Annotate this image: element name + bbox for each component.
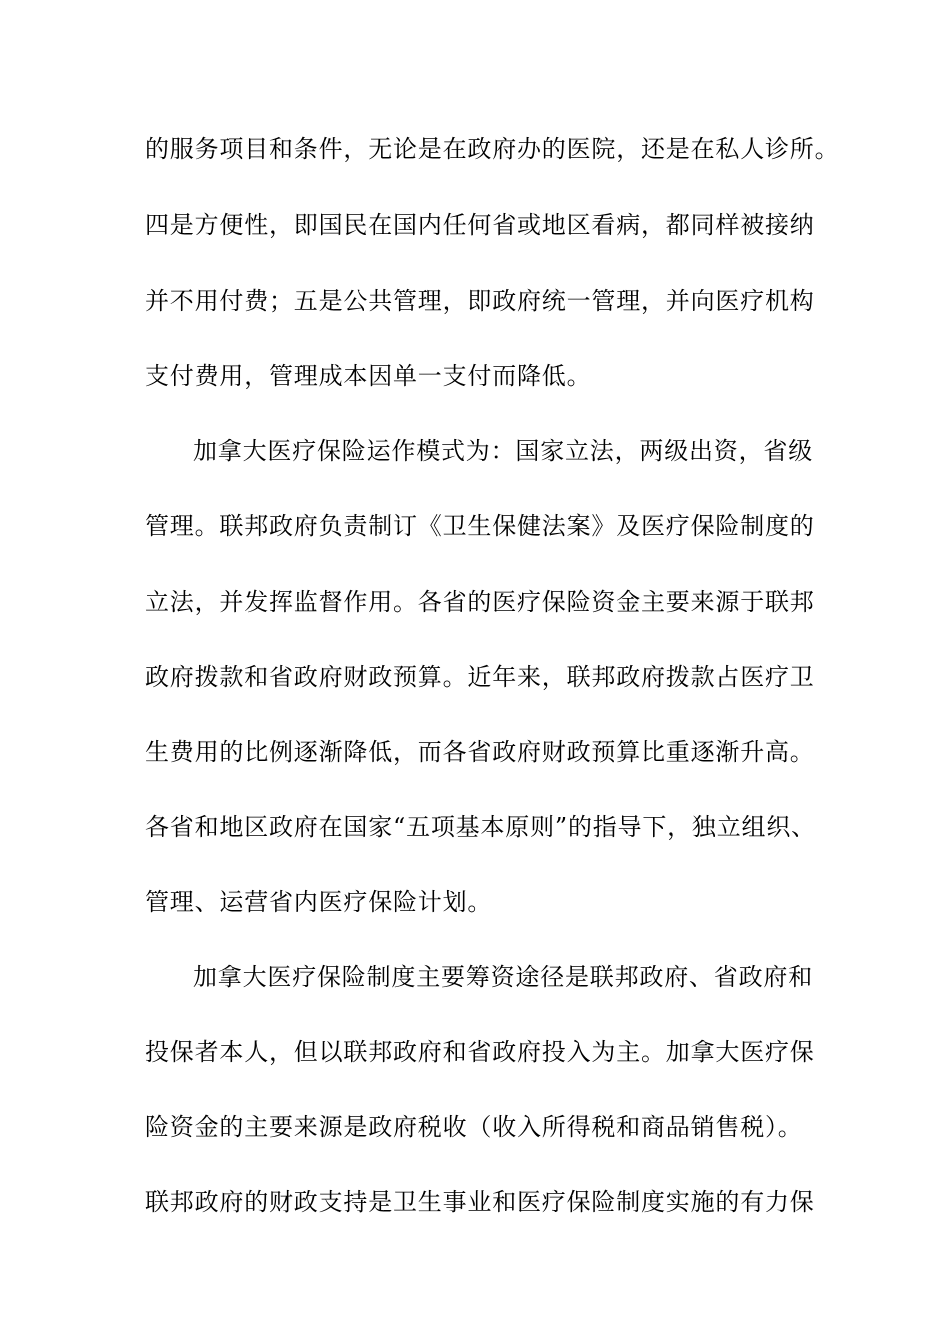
text-line: 生费用的比例逐渐降低，而各省政府财政预算比重逐渐升高。 [145, 738, 815, 766]
text-line: 支付费用，管理成本因单一支付而降低。 [145, 362, 592, 390]
paragraph-first-line: 加拿大医疗保险运作模式为：国家立法，两级出资，省级 [193, 437, 813, 465]
text-line: 并不用付费；五是公共管理，即政府统一管理，并向医疗机构 [145, 287, 815, 315]
text-line: 险资金的主要来源是政府税收（收入所得税和商品销售税）。 [145, 1113, 803, 1141]
text-line: 各省和地区政府在国家“五项基本原则”的指导下，独立组织、 [145, 813, 816, 841]
text-line: 立法，并发挥监督作用。各省的医疗保险资金主要来源于联邦 [145, 588, 815, 616]
text-line: 的服务项目和条件，无论是在政府办的医院，还是在私人诊所。 [145, 135, 840, 163]
text-line: 政府拨款和省政府财政预算。近年来，联邦政府拨款占医疗卫 [145, 663, 815, 691]
text-line: 管理、运营省内医疗保险计划。 [145, 888, 493, 916]
paragraph-first-line: 加拿大医疗保险制度主要筹资途径是联邦政府、省政府和 [193, 963, 813, 991]
text-line: 四是方便性，即国民在国内任何省或地区看病，都同样被接纳 [145, 211, 815, 239]
text-line: 联邦政府的财政支持是卫生事业和医疗保险制度实施的有力保 [145, 1188, 815, 1216]
text-line: 投保者本人，但以联邦政府和省政府投入为主。加拿大医疗保 [145, 1038, 815, 1066]
text-line: 管理。联邦政府负责制订《卫生保健法案》及医疗保险制度的 [145, 512, 815, 540]
